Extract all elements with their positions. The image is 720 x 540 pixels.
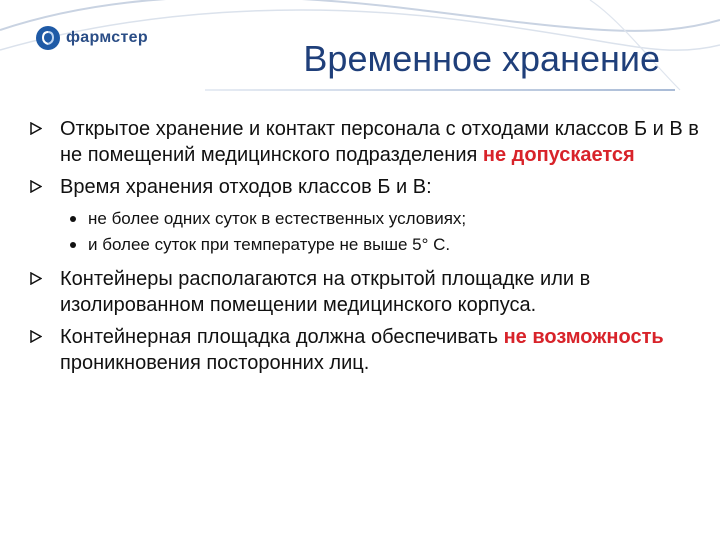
bullet-item bbox=[22, 324, 702, 376]
sub-bullet-text: не более одних суток в естественных условиях; bbox=[88, 209, 467, 228]
bullet-list bbox=[22, 116, 702, 382]
sub-bullet-text: и более суток при температуре не выше 5° С. bbox=[88, 235, 451, 254]
arrow-bullet-icon bbox=[30, 272, 42, 285]
bullet-emphasis: не возможность bbox=[503, 326, 664, 348]
bullet-text: Контейнерная площадка должна обеспечивать bbox=[60, 326, 504, 348]
sub-bullet-list bbox=[88, 206, 702, 258]
arrow-bullet-icon bbox=[30, 122, 42, 135]
arrow-bullet-icon bbox=[30, 180, 42, 193]
dot-bullet-icon bbox=[70, 242, 76, 248]
bullet-item bbox=[22, 266, 702, 318]
bullet-emphasis: не допускается bbox=[482, 144, 635, 166]
dot-bullet-icon bbox=[70, 216, 76, 222]
sub-bullet-item bbox=[88, 206, 702, 232]
bullet-text: Время хранения отходов классов Б и В: bbox=[60, 176, 432, 198]
title-divider bbox=[205, 89, 675, 91]
bullet-text: Контейнеры располагаются на открытой площадке или в изолированном помещении медицинского корпуса. bbox=[60, 268, 591, 316]
bullet-text: Открытое хранение и контакт персонала с отходами классов Б и В в не помещений медицинского подразделения bbox=[60, 118, 699, 166]
slide-title: Временное хранение bbox=[303, 38, 660, 79]
logo-text: фармстер bbox=[66, 29, 148, 46]
arrow-bullet-icon bbox=[30, 330, 42, 343]
sub-bullet-item bbox=[88, 232, 702, 258]
bullet-item bbox=[22, 174, 702, 200]
bullet-text-after: проникновения посторонних лиц. bbox=[60, 352, 370, 374]
bullet-item bbox=[22, 116, 702, 168]
